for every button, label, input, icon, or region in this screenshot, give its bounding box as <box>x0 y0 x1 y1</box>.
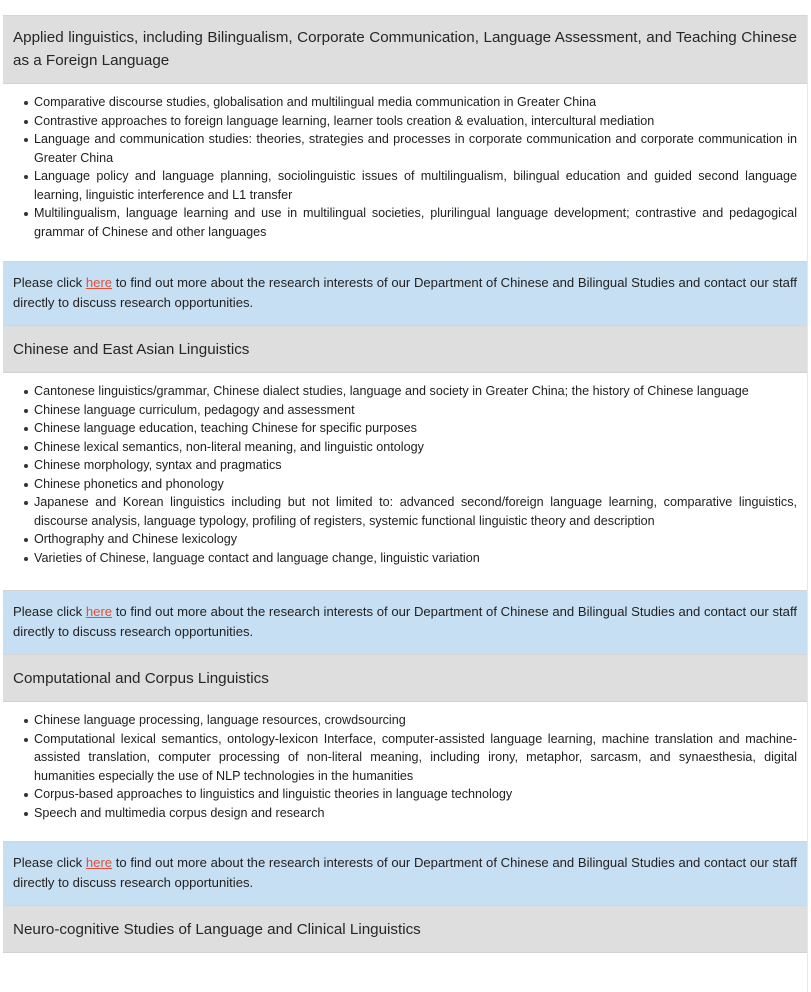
list-item: Language policy and language planning, sociolinguistic issues of multilingualism, bilingual education and guided second language learning, linguistic interference and L1 transfer <box>13 167 797 204</box>
info-text-before: Please click <box>13 855 86 870</box>
info-panel <box>3 590 807 654</box>
list-item: Orthography and Chinese lexicology <box>13 530 797 549</box>
list-item: Language and communication studies: theories, strategies and processes in corporate communication and corporate communication in Greater China <box>13 130 797 167</box>
info-text-after: to find out more about the research interests of our Department of Chinese and Bilingual Studies and contact our staff directly to discuss research opportunities. <box>13 275 797 310</box>
section-body-chinese-east-asian-linguistics <box>3 373 807 577</box>
spacer <box>3 832 807 841</box>
list-item: Comparative discourse studies, globalisation and multilingual media communication in Greater China <box>13 93 797 112</box>
here-link[interactable]: here <box>85 604 113 619</box>
info-text-after: to find out more about the research interests of our Department of Chinese and Bilingual Studies and contact our staff directly to discuss research opportunities. <box>13 855 797 890</box>
section-header-computational-corpus-linguistics[interactable]: Computational and Corpus Linguistics <box>3 654 807 702</box>
spacer <box>3 577 807 590</box>
list-item: Cantonese linguistics/grammar, Chinese dialect studies, language and society in Greater China; the history of Chinese language <box>13 382 797 401</box>
topic-list <box>13 711 797 822</box>
list-item: Speech and multimedia corpus design and research <box>13 804 797 823</box>
info-text-after: to find out more about the research interests of our Department of Chinese and Bilingual Studies and contact our staff directly to discuss research opportunities. <box>13 604 797 639</box>
list-item: Chinese language processing, language resources, crowdsourcing <box>13 711 797 730</box>
list-item: Computational lexical semantics, ontology-lexicon Interface, computer-assisted language learning, machine translation and machine-assisted translation, computer processing of non-literal meaning, including irony, metaphor, sarcasm, and synaesthesia, digital humanities especially the use of NLP technologies in the humanities <box>13 730 797 786</box>
list-item: Varieties of Chinese, language contact and language change, linguistic variation <box>13 549 797 568</box>
list-item: Chinese language curriculum, pedagogy and assessment <box>13 401 797 420</box>
list-item: Chinese lexical semantics, non-literal meaning, and linguistic ontology <box>13 438 797 457</box>
here-link[interactable]: here <box>85 275 113 290</box>
section-header-neuro-cognitive-clinical-linguistics[interactable]: Neuro-cognitive Studies of Language and Clinical Linguistics <box>3 905 807 953</box>
list-item: Japanese and Korean linguistics including but not limited to: advanced second/foreign language learning, comparative linguistics, discourse analysis, language typology, profiling of registers, systemic functional linguistic theory and description <box>13 493 797 530</box>
section-body-applied-linguistics <box>3 84 807 251</box>
list-item: Corpus-based approaches to linguistics and linguistic theories in language technology <box>13 785 797 804</box>
info-text-before: Please click <box>13 604 86 619</box>
list-item: Chinese phonetics and phonology <box>13 475 797 494</box>
list-item: Chinese language education, teaching Chinese for specific purposes <box>13 419 797 438</box>
here-link[interactable]: here <box>85 855 113 870</box>
list-item: Contrastive approaches to foreign language learning, learner tools creation & evaluation, intercultural mediation <box>13 112 797 131</box>
spacer <box>3 251 807 261</box>
info-text-before: Please click <box>13 275 86 290</box>
section-body-neuro-cognitive-clinical-linguistics <box>3 953 807 992</box>
info-panel <box>3 841 807 905</box>
section-body-computational-corpus-linguistics <box>3 702 807 832</box>
info-panel <box>3 261 807 325</box>
section-header-applied-linguistics[interactable]: Applied linguistics, including Bilingualism, Corporate Communication, Language Assessment, and Teaching Chinese as a Foreign Language <box>3 15 807 84</box>
topic-list <box>13 93 797 241</box>
topic-list <box>13 382 797 567</box>
section-header-chinese-east-asian-linguistics[interactable]: Chinese and East Asian Linguistics <box>3 325 807 373</box>
research-areas-content <box>3 15 808 992</box>
list-item: Multilingualism, language learning and use in multilingual societies, plurilingual language development; contrastive and pedagogical grammar of Chinese and other languages <box>13 204 797 241</box>
list-item: Chinese morphology, syntax and pragmatics <box>13 456 797 475</box>
